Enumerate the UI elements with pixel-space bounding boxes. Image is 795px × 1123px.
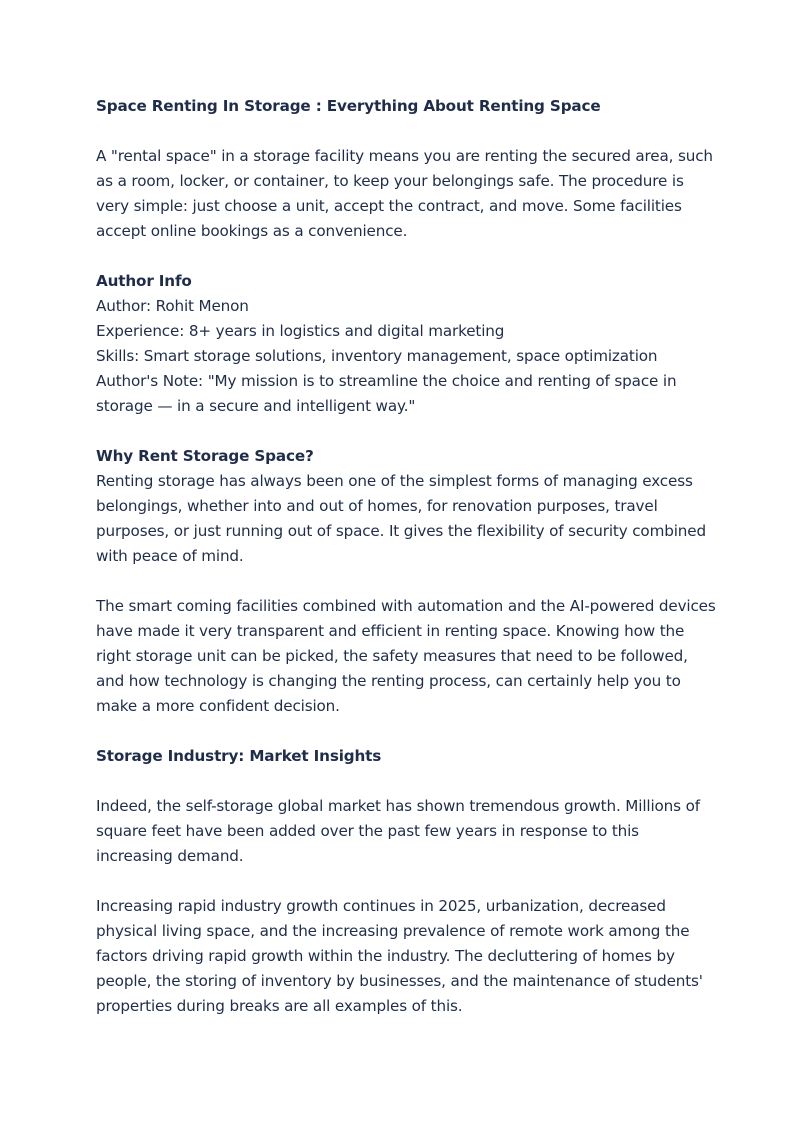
spacer: [96, 419, 716, 444]
author-experience: Experience: 8+ years in logistics and digital marketing: [96, 322, 505, 340]
why-rent-heading: Why Rent Storage Space?: [96, 447, 314, 465]
spacer: [96, 244, 716, 269]
document-title: Space Renting In Storage : Everything About Renting Space: [96, 97, 601, 115]
author-note: Author's Note: "My mission is to streamline the choice and renting of space in storage — in a secure and intelligent way.": [96, 372, 677, 415]
why-rent-paragraph-2: The smart coming facilities combined with automation and the AI-powered devices have made it very transparent and efficient in renting space. Knowing how the right storage unit can be picked, the safety measures that need to be followed, and how technology is changing the renting process, can certainly help you to make a more confident decision.: [96, 597, 716, 715]
spacer: [96, 769, 716, 794]
market-insights-paragraph-1: Indeed, the self-storage global market has shown tremendous growth. Millions of square feet have been added over the past few years in response to this increasing demand.: [96, 797, 700, 865]
spacer: [96, 869, 716, 894]
spacer: [96, 719, 716, 744]
why-rent-paragraph-1: Renting storage has always been one of the simplest forms of managing excess belongings, whether into and out of homes, for renovation purposes, travel purposes, or just running out of space. It gives the flexibility of security combined with peace of mind.: [96, 472, 706, 565]
document-page: [96, 94, 716, 1019]
intro-paragraph: A "rental space" in a storage facility means you are renting the secured area, such as a room, locker, or container, to keep your belongings safe. The procedure is very simple: just choose a unit, accept the contract, and move. Some facilities accept online bookings as a convenience.: [96, 147, 713, 240]
author-info-heading: Author Info: [96, 272, 192, 290]
author-skills: Skills: Smart storage solutions, inventory management, space optimization: [96, 347, 658, 365]
market-insights-paragraph-2: Increasing rapid industry growth continues in 2025, urbanization, decreased physical living space, and the increasing prevalence of remote work among the factors driving rapid growth within the industry. The decluttering of homes by people, the storing of inventory by businesses, and the maintenance of students' properties during breaks are all examples of this.: [96, 897, 703, 1015]
spacer: [96, 569, 716, 594]
spacer: [96, 119, 716, 144]
market-insights-heading: Storage Industry: Market Insights: [96, 747, 382, 765]
author-name: Author: Rohit Menon: [96, 297, 249, 315]
